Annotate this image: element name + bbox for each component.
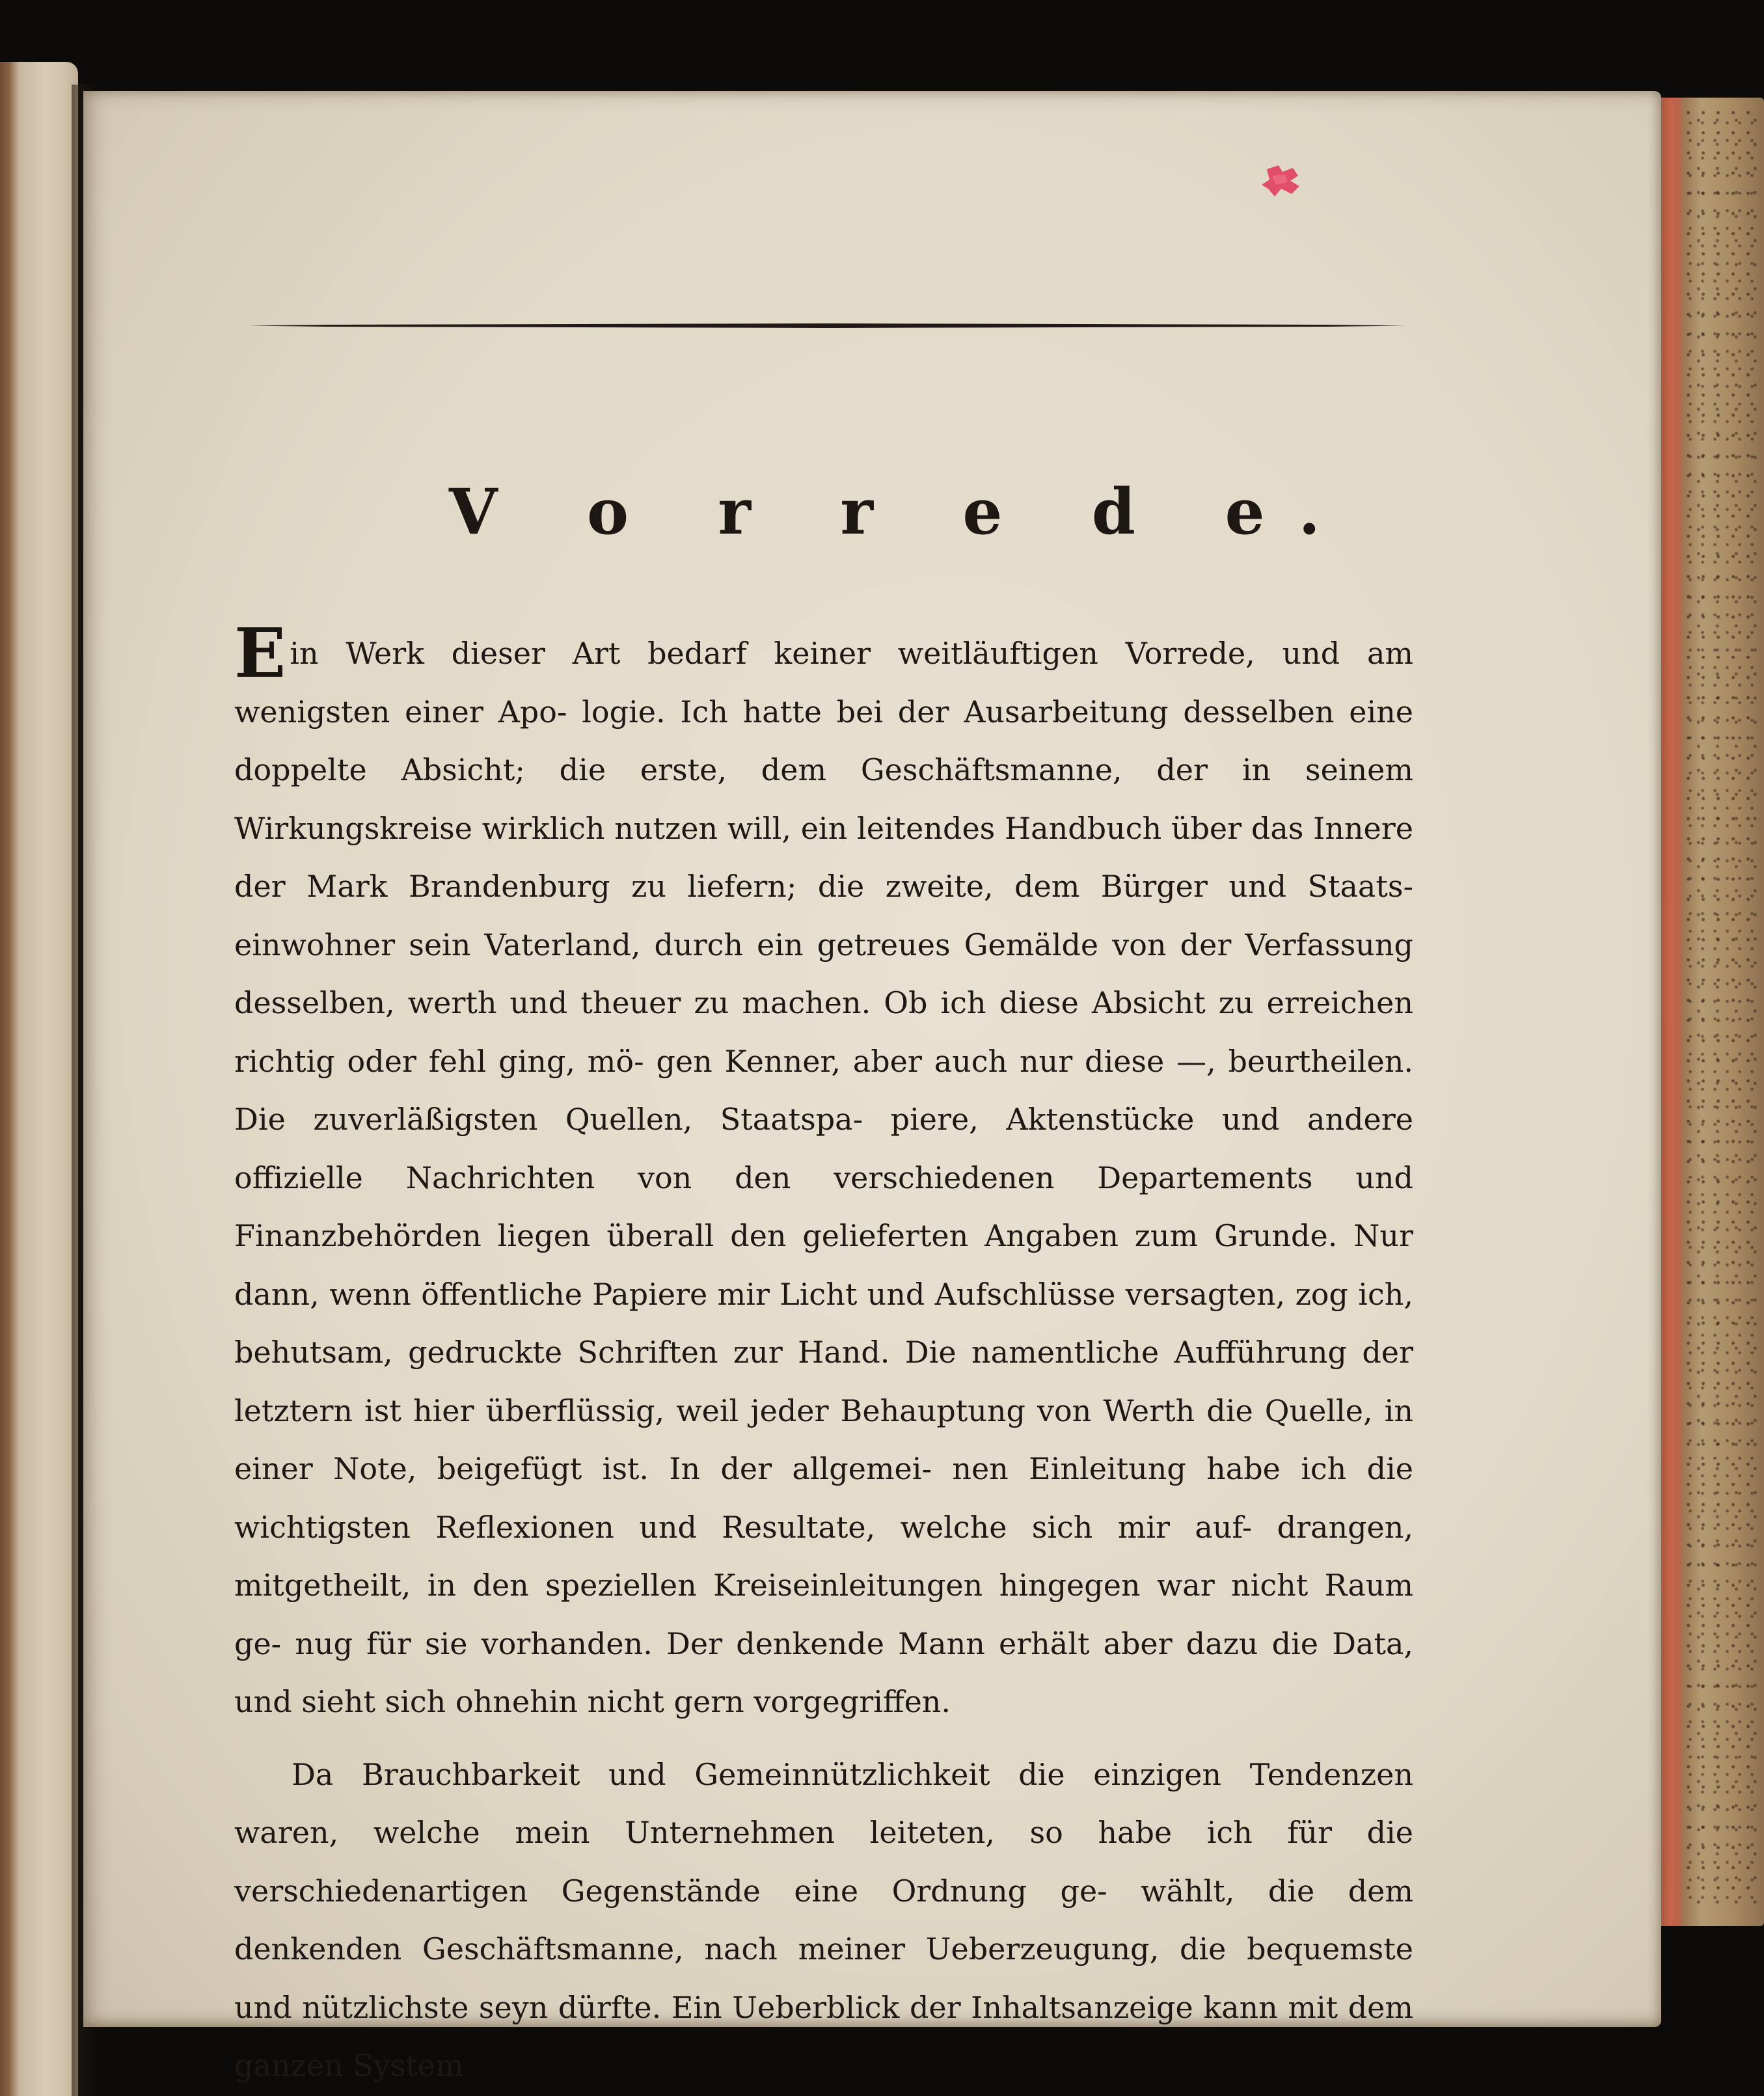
paragraph-1-text: in Werk dieser Art bedarf keiner weitläuftigen Vorrede, und am wenigsten einer Apo- logie. Ich hatte bei der Ausarbeitung desselben eine doppelte Absicht; die erste, dem Geschäftsmanne, der in seinem Wirkungskreise wirklich nutzen will, ein leitendes Handbuch über das Innere der Mark Brandenburg zu liefern; die zweite, dem Bürger und Staats- einwohner sein Vaterland, durch ein getreues Gemälde von der Verfassung desselben, werth und theuer zu machen. Ob ich diese Absicht zu erreichen richtig oder fehl ging, mö- gen Kenner, aber auch nur diese —, beurtheilen. Die zuverläßigsten Quellen, Staatspa- piere, Aktenstücke und andere offizielle Nachrichten von den verschiedenen Departements und Finanzbehörden liegen überall den gelieferten Angaben zum Grunde. Nur dann, wenn öffentliche Papiere mir Licht und Aufschlüsse versagten, zog ich, behutsam, gedruckte Schriften zur Hand. Die namentliche Aufführung der letztern ist hier überflüssig, weil jeder Behauptung von Werth die Quelle, in einer Note, beigefügt ist. In der allgemei- nen Einleitung habe ich die wichtigsten Reflexionen und Resultate, welche sich mir auf- drangen, mitgetheilt, in den speziellen Kreiseinleitungen hingegen war nicht Raum ge- nug für sie vorhanden. Der denkende Mann erhält aber dazu die Data, und sieht sich ohnehin nicht gern vorgegriffen.: [234, 636, 1413, 1719]
paragraph-2: Da Brauchbarkeit und Gemeinnützlichkeit die einzigen Tendenzen waren, welche mein Unternehmen leiteten, so habe ich für die verschiedenartigen Gegenstände eine Ordnung ge- wählt, die dem denkenden Geschäftsmanne, nach meiner Ueberzeugung, die bequemste und nützlichste seyn dürfte. Ein Ueberblick der Inhaltsanzeige kann mit dem ganzen System: [234, 1756, 1413, 2083]
cover-speckle: [1685, 111, 1757, 1907]
header-rule: [249, 323, 1405, 329]
library-stamp-mark: [1259, 163, 1305, 199]
drop-cap: E: [234, 613, 286, 693]
facing-page-edge: [0, 62, 78, 2096]
preface-text: [234, 613, 1413, 2095]
paragraph-1: [234, 613, 1413, 1732]
page-title: V o r r e d e.: [449, 475, 1354, 549]
